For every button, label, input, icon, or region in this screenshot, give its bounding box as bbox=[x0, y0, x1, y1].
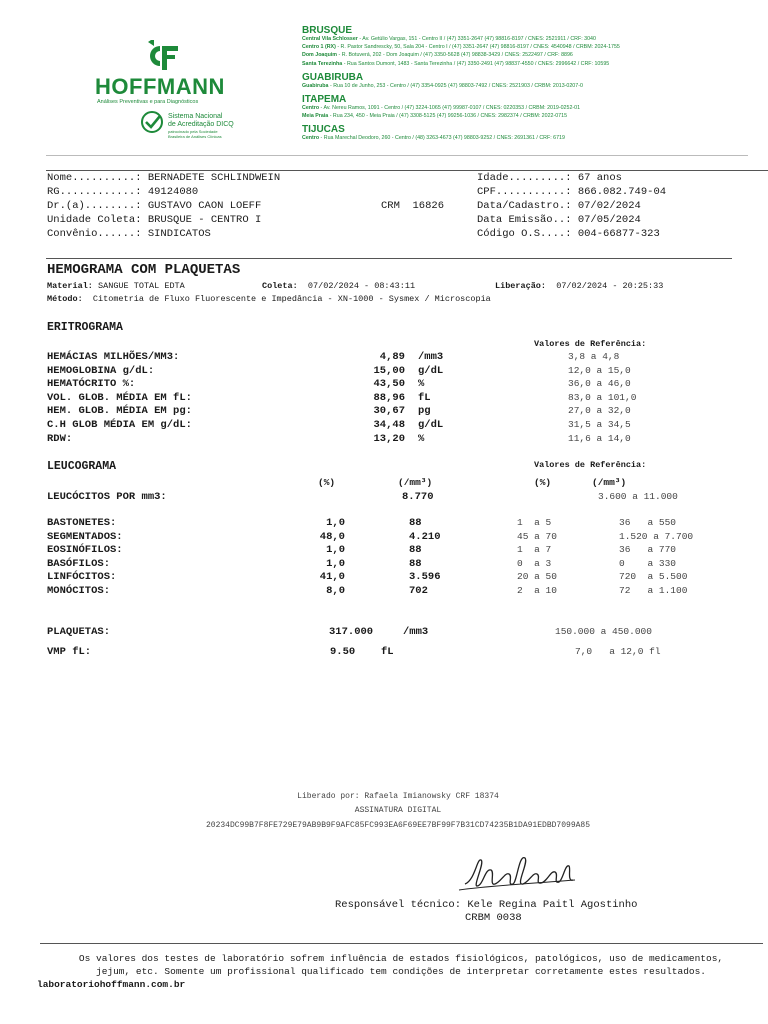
exam-material-row: Material: SANGUE TOTAL EDTA bbox=[47, 281, 185, 291]
plaquetas-name: PLAQUETAS: bbox=[47, 626, 111, 638]
unit-city-1: GUABIRUBA bbox=[302, 71, 364, 83]
eritro-row-name: RDW: bbox=[47, 432, 73, 445]
leuco-row-ref-pct: 2 a 10 bbox=[517, 585, 557, 596]
leuco-row-ref-abs: 1.520 a 7.700 bbox=[619, 530, 694, 542]
brand-tagline: Análises Preventivas e para Diagnósticos bbox=[97, 99, 199, 105]
leuco-col-abs: (/mm³) bbox=[398, 477, 433, 488]
eritro-row-name: HEMOGLOBINA g/dL: bbox=[47, 364, 155, 377]
leuco-ref-col-pct: (%) bbox=[534, 477, 552, 488]
eritrograma-title: ERITROGRAMA bbox=[47, 321, 123, 334]
leucograma-ref-header: Valores de Referência: bbox=[534, 460, 647, 470]
leuco-row-pct: 1,0 bbox=[326, 557, 345, 570]
vmp-value: 9.50 bbox=[330, 646, 356, 658]
hoffmann-logo-icon bbox=[140, 40, 186, 74]
vmp-name: VMP fL: bbox=[47, 646, 92, 658]
patient-cpf: 866.082.749-04 bbox=[577, 186, 667, 198]
patient-cpf-row: CPF...........: 866.082.749-04 bbox=[477, 186, 667, 198]
eritro-row-unit: pg bbox=[418, 405, 431, 418]
exam-collection-date: 07/02/2024 - 08:43:11 bbox=[307, 281, 416, 291]
unit-address-line: Meia Praia - Rua 234, 450 - Meia Praia / (47) 3308-5125 (47) 99256-1036 / CNES: 2982374 / CRBM: 2022-0715 bbox=[302, 113, 568, 120]
unit-address-line: Guabiruba - Rua 10 de Junho, 253 - Centro / (47) 3354-0925 (47) 98803-7492 / CNES: 2521903 / CRBM: 2013-0207-0 bbox=[302, 82, 583, 89]
unit-address-line: Centro - Av. Nereu Ramos, 1091 - Centro / (47) 3224-1065 (47) 99987-0107 / CNES: 0220353 / CRBM: 2019-0252-01 bbox=[302, 105, 581, 111]
plaquetas-ref: 150.000 a 450.000 bbox=[555, 626, 652, 637]
eritro-row-unit: g/dL bbox=[418, 419, 444, 431]
patient-insurance: SINDICATOS bbox=[147, 228, 211, 240]
unit-city-2: ITAPEMA bbox=[302, 94, 347, 105]
patient-os-row: Código O.S....: 004-66877-323 bbox=[477, 228, 660, 240]
plaquetas-unit: /mm3 bbox=[403, 626, 429, 638]
accreditation-check-icon bbox=[140, 110, 164, 134]
eritro-row-unit: fL bbox=[418, 391, 431, 404]
released-by: Liberado por: Rafaela Imianowsky CRF 18374 bbox=[297, 792, 499, 801]
digital-signature-label: ASSINATURA DIGITAL bbox=[354, 806, 442, 815]
leuco-row-abs: 88 bbox=[409, 557, 422, 570]
leucograma-title: LEUCOGRAMA bbox=[47, 460, 117, 473]
leuco-row-ref-pct: 1 a 5 bbox=[517, 517, 552, 528]
leuco-row-abs: 3.596 bbox=[409, 571, 441, 584]
patient-issue-date: 07/05/2024 bbox=[577, 214, 641, 226]
leuco-row-name: LINFÓCITOS: bbox=[47, 571, 117, 584]
leuco-row-ref-pct: 0 a 3 bbox=[517, 557, 552, 569]
eritro-row-name: HEMÁCIAS MILHÕES/MM3: bbox=[47, 351, 180, 363]
eritro-row-ref: 36,0 a 46,0 bbox=[568, 378, 631, 390]
patient-age: 67 anos bbox=[577, 172, 622, 184]
accreditation-text: Sistema Nacional de Acreditação DICQ patrocinado pela Sociedade Brasileira de Análises Clínicas bbox=[168, 113, 234, 139]
patient-register-row: Data/Cadastro.: 07/02/2024 bbox=[477, 200, 641, 212]
leuco-row-pct: 48,0 bbox=[319, 530, 345, 543]
exam-method-row: Método: Citometria de Fluxo Fluorescente e Impedância - XN-1000 - Sysmex / Microscopia bbox=[47, 294, 491, 304]
patient-register-date: 07/02/2024 bbox=[577, 200, 641, 212]
signature-hash: 20234DC99B7F8FE729E79AB9B9F9AFC85FC993EA6F69EE7BF99F7B31CD74235B1DA91EDBD7099A85 bbox=[205, 821, 591, 830]
leuco-row-abs: 702 bbox=[409, 585, 428, 597]
patient-issue-row: Data Emissão..: 07/05/2024 bbox=[477, 214, 641, 226]
leuco-row-ref-abs: 36 a 770 bbox=[619, 544, 677, 556]
eritro-row-name: HEMATÓCRITO %: bbox=[47, 378, 136, 391]
vmp-unit: fL bbox=[381, 646, 394, 658]
leuco-total-value: 8.770 bbox=[402, 491, 434, 503]
plaquetas-value: 317.000 bbox=[329, 626, 374, 638]
eritro-row-unit: g/dL bbox=[418, 364, 444, 377]
patient-name: BERNADETE SCHLINDWEIN bbox=[147, 172, 281, 184]
leuco-row-pct: 41,0 bbox=[319, 571, 345, 584]
leuco-row-name: EOSINÓFILOS: bbox=[47, 544, 123, 557]
doctor-crm: CRM 16826 bbox=[381, 200, 445, 212]
unit-address-line: Centro - Rua Marechal Deodoro, 260 - Centro / (48) 3263-4673 (47) 98803-9252 / CNES: 2691361 / CRF: 6719 bbox=[302, 135, 565, 142]
eritro-row-ref: 12,0 a 15,0 bbox=[568, 364, 631, 376]
leuco-row-ref-abs: 720 a 5.500 bbox=[619, 571, 688, 583]
leuco-total-ref: 3.600 a 11.000 bbox=[598, 491, 678, 502]
patient-doctor: GUSTAVO CAON LOEFF bbox=[147, 200, 262, 212]
leuco-row-abs: 88 bbox=[409, 517, 422, 529]
exam-release-date: 07/02/2024 - 20:25:33 bbox=[556, 281, 664, 291]
unit-address-line: Santa Terezinha - Rua Santos Dumont, 1483 - Santa Terezinha / (47) 3350-2491 (47) 98837-4550 / CNES: 2996642 / CRF: 10595 bbox=[302, 60, 610, 67]
patient-insurance-row: Convênio......: SINDICATOS bbox=[47, 228, 211, 240]
exam-title: HEMOGRAMA COM PLAQUETAS bbox=[47, 262, 241, 278]
header-divider bbox=[46, 155, 748, 156]
exam-release-row: Liberação: 07/02/2024 - 20:25:33 bbox=[495, 281, 664, 291]
leuco-row-ref-pct: 1 a 7 bbox=[517, 544, 552, 556]
patient-age-row: Idade.........: 67 anos bbox=[477, 172, 622, 184]
leuco-row-ref-abs: 72 a 1.100 bbox=[619, 585, 688, 596]
leuco-row-ref-abs: 36 a 550 bbox=[619, 517, 677, 528]
leuco-row-pct: 8,0 bbox=[326, 585, 345, 597]
eritro-row-unit: /mm3 bbox=[418, 351, 444, 363]
leuco-ref-col-abs: (/mm³) bbox=[592, 477, 627, 488]
unit-address-line: Centro 1 (RX) - R. Pastor Sandrescky, 50, Sala 204 - Centro I / (47) 3351-2647 (47) 98816-8197 / CNES: 4540948 / CRBM: 2024-1755 bbox=[302, 44, 620, 51]
unit-address-line: Central Vila Schlosser - Av. Getúlio Vargas, 151 - Centro II / (47) 3351-2647 (47) 98816-8197 / CNES: 2521911 / CRF: 3040 bbox=[302, 36, 596, 42]
leuco-row-name: SEGMENTADOS: bbox=[47, 530, 123, 543]
leuco-row-pct: 1,0 bbox=[326, 544, 345, 557]
eritro-row-value: 4,89 bbox=[379, 351, 405, 363]
eritro-row-value: 13,20 bbox=[373, 432, 405, 445]
patient-unit-row: Unidade Coleta: BRUSQUE - CENTRO I bbox=[47, 214, 262, 226]
eritro-row-value: 88,96 bbox=[373, 391, 405, 404]
eritro-row-value: 15,00 bbox=[373, 364, 405, 377]
unit-city-3: TIJUCAS bbox=[302, 124, 345, 136]
unit-address-line: Dom Joaquim - R. Botuverá, 202 - Dom Joaquim / (47) 3350-5628 (47) 98838-3429 / CNES: 2522497 / CRF: 8896 bbox=[302, 52, 573, 59]
eritro-row-ref: 31,5 a 34,5 bbox=[568, 419, 631, 430]
eritro-row-ref: 27,0 a 32,0 bbox=[568, 405, 631, 417]
footer-rule bbox=[40, 943, 763, 944]
handwritten-signature bbox=[455, 850, 585, 896]
leuco-row-pct: 1,0 bbox=[326, 517, 345, 529]
technical-responsible: Responsável técnico: Kele Regina Paitl Agostinho bbox=[335, 899, 638, 911]
eritro-row-value: 43,50 bbox=[373, 378, 405, 391]
eritrograma-ref-header: Valores de Referência: bbox=[534, 339, 647, 349]
lab-website[interactable]: laboratoriohoffmann.com.br bbox=[37, 979, 186, 990]
vmp-ref: 7,0 a 12,0 fl bbox=[575, 646, 661, 657]
leuco-total-name: LEUCÓCITOS POR mm3: bbox=[47, 491, 167, 503]
patient-rg-row: RG............: 49124080 bbox=[47, 186, 199, 198]
leuco-row-ref-abs: 0 a 330 bbox=[619, 557, 677, 569]
eritro-row-value: 34,48 bbox=[373, 419, 405, 431]
patient-top-rule bbox=[46, 170, 768, 171]
disclaimer-line-1: Os valores dos testes de laboratório sofrem influência de estados fisiológicos, patológicos, uso de medicamentos, bbox=[78, 953, 724, 964]
patient-bottom-rule bbox=[46, 258, 732, 259]
eritro-row-unit: % bbox=[418, 432, 425, 445]
technical-crbm: CRBM 0038 bbox=[465, 912, 522, 924]
exam-collection-row: Coleta: 07/02/2024 - 08:43:11 bbox=[262, 281, 416, 291]
leuco-row-abs: 4.210 bbox=[409, 530, 441, 543]
leuco-row-name: BASÓFILOS: bbox=[47, 557, 111, 570]
eritro-row-ref: 83,0 a 101,0 bbox=[568, 391, 637, 403]
eritro-row-value: 30,67 bbox=[373, 405, 405, 418]
patient-doctor-row: Dr.(a)........: GUSTAVO CAON LOEFF bbox=[47, 200, 262, 212]
patient-unit: BRUSQUE - CENTRO I bbox=[147, 214, 262, 226]
disclaimer-line-2: jejum, etc. Somente um profissional qualificado tem condições de interpretar corretamente estes resultados. bbox=[96, 966, 706, 977]
patient-name-row: Nome..........: BERNADETE SCHLINDWEIN bbox=[47, 172, 281, 184]
eritro-row-ref: 11,6 a 14,0 bbox=[568, 432, 631, 444]
leuco-row-name: MONÓCITOS: bbox=[47, 585, 111, 597]
exam-method: Citometria de Fluxo Fluorescente e Impedância - XN-1000 - Sysmex / Microscopia bbox=[92, 294, 491, 304]
patient-os-code: 004-66877-323 bbox=[577, 228, 660, 240]
leuco-row-ref-pct: 20 a 50 bbox=[517, 571, 557, 583]
unit-city-0: BRUSQUE bbox=[302, 25, 353, 36]
exam-material: SANGUE TOTAL EDTA bbox=[98, 281, 185, 291]
eritro-row-ref: 3,8 a 4,8 bbox=[568, 351, 620, 362]
leuco-col-pct: (%) bbox=[318, 477, 336, 488]
leuco-row-abs: 88 bbox=[409, 544, 422, 557]
patient-rg: 49124080 bbox=[147, 186, 199, 198]
brand-name: HOFFMANN bbox=[95, 74, 225, 99]
eritro-row-name: VOL. GLOB. MÉDIA EM fL: bbox=[47, 391, 192, 404]
leuco-row-ref-pct: 45 a 70 bbox=[517, 530, 557, 542]
eritro-row-name: HEM. GLOB. MÉDIA EM pg: bbox=[47, 405, 192, 418]
eritro-row-name: C.H GLOB MÉDIA EM g/dL: bbox=[47, 419, 192, 431]
eritro-row-unit: % bbox=[418, 378, 425, 391]
leuco-row-name: BASTONETES: bbox=[47, 517, 117, 529]
